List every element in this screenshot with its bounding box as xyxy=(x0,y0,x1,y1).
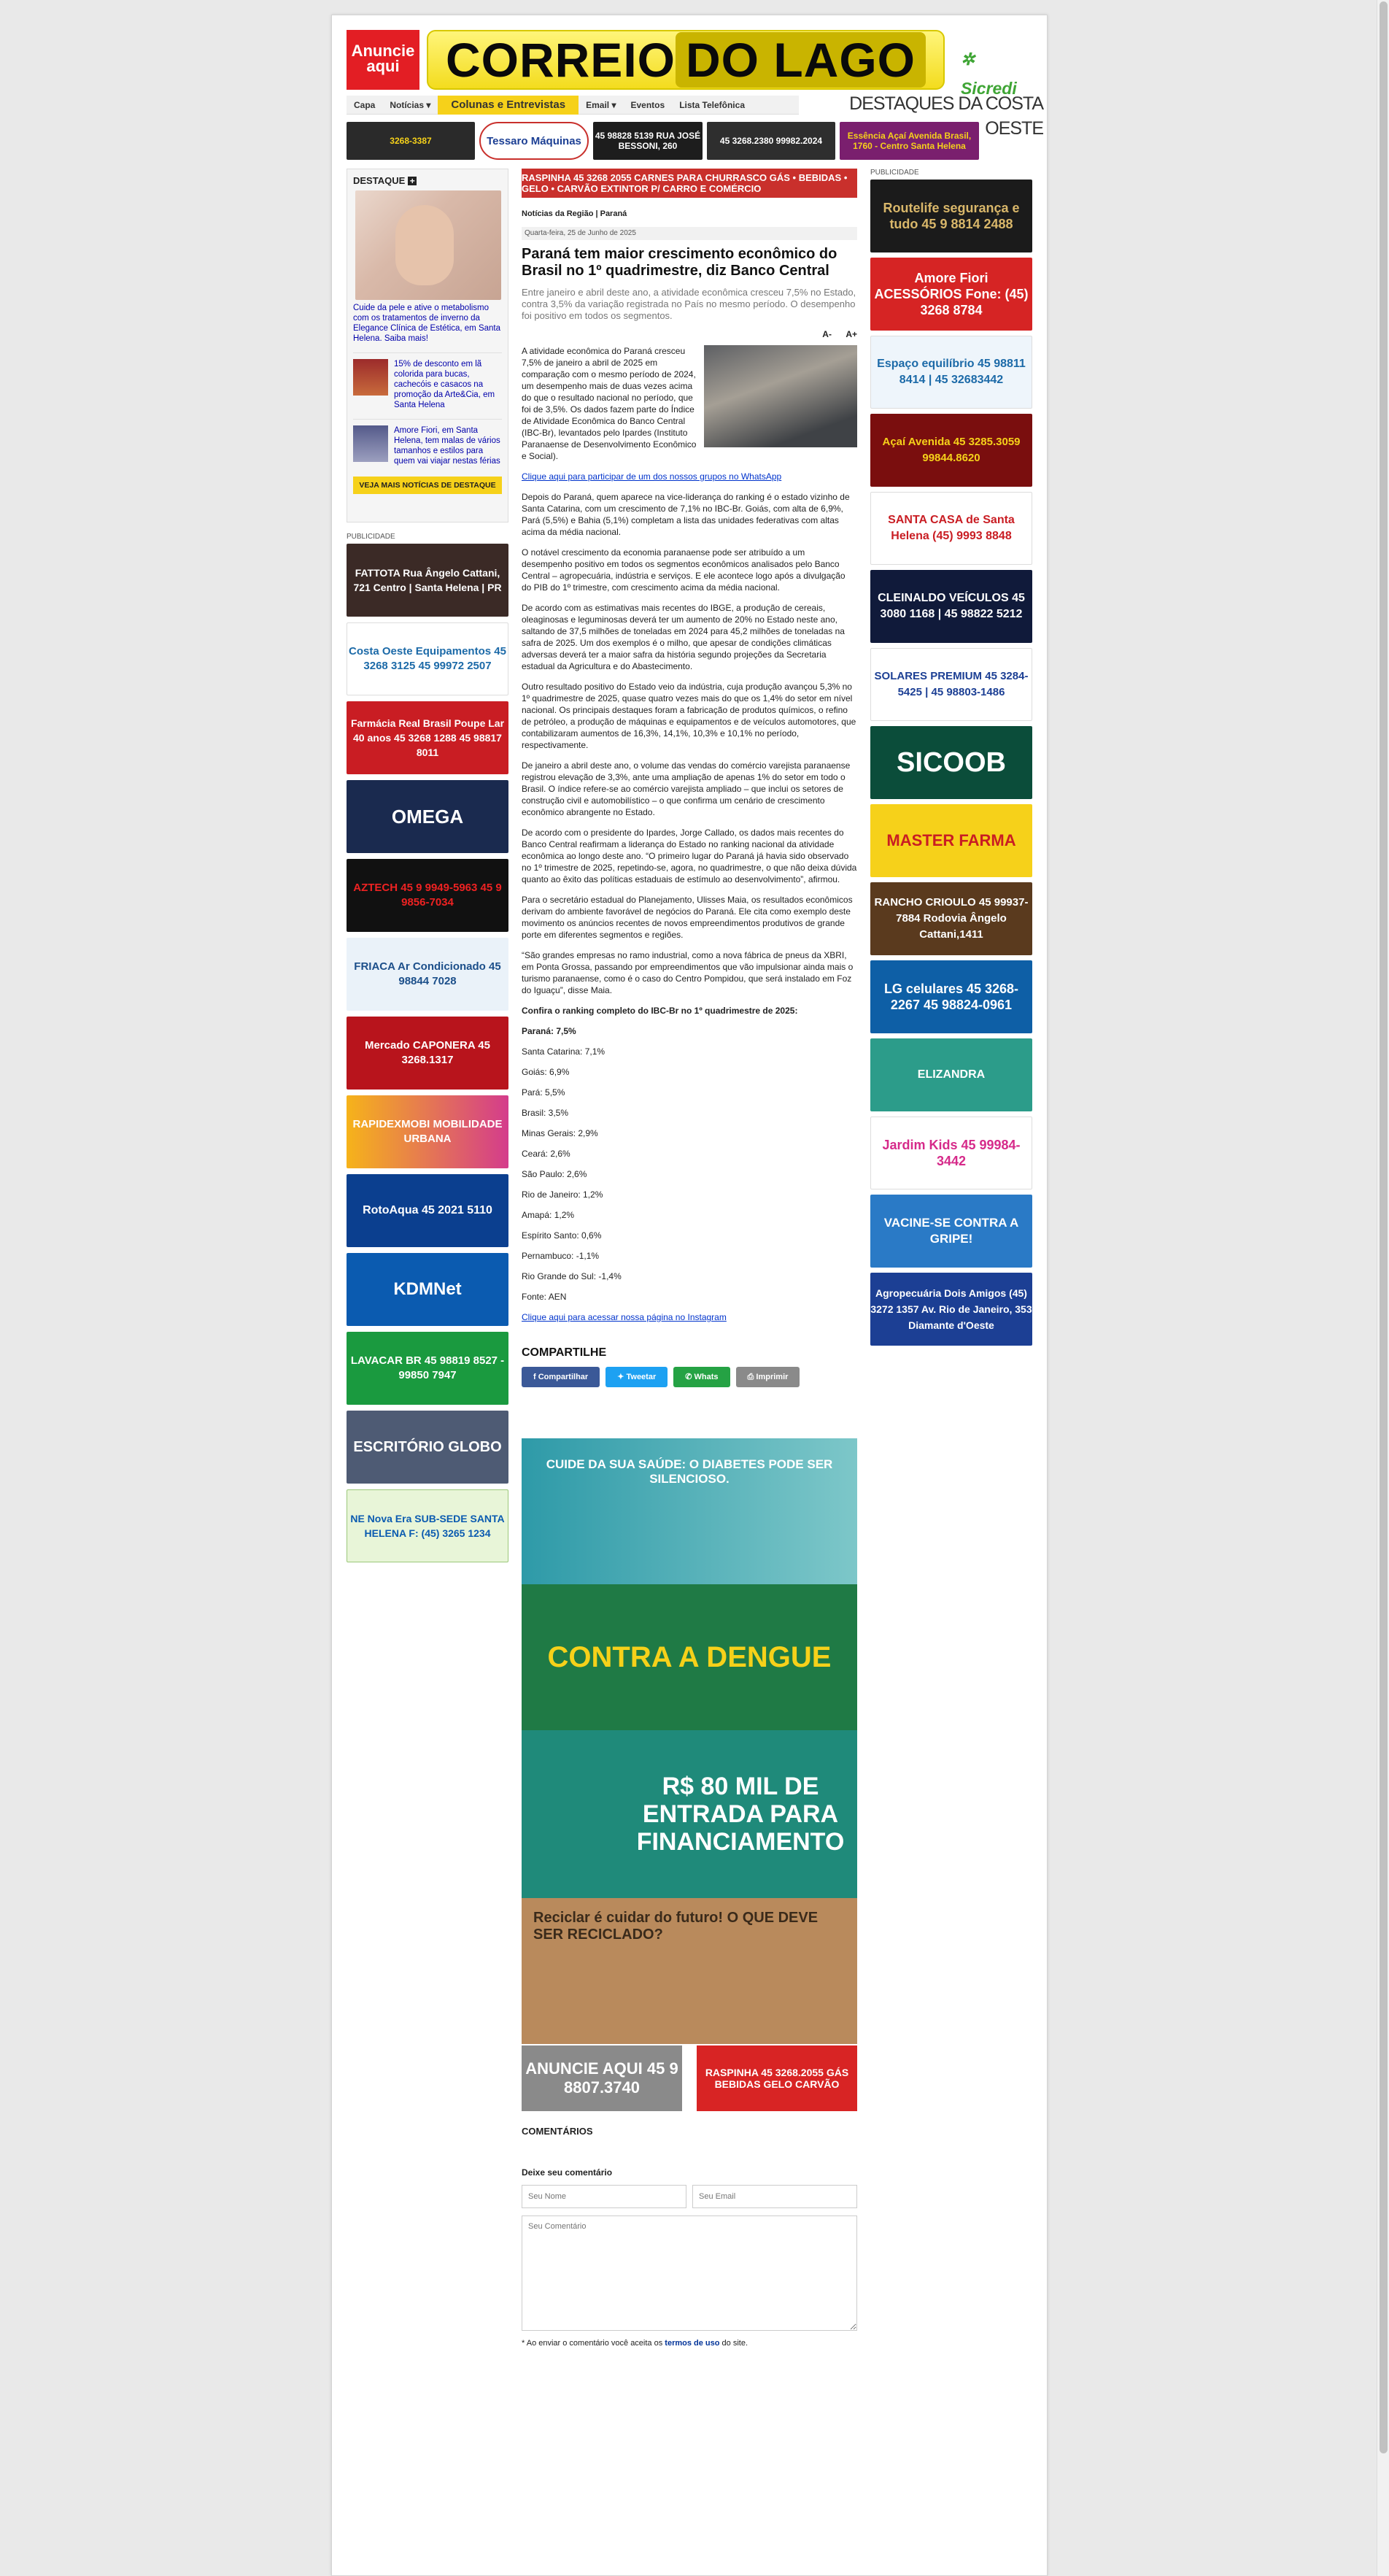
whatsapp-icon: ✆ xyxy=(685,1373,692,1381)
plus-icon[interactable]: + xyxy=(408,177,417,185)
article-paragraph: De acordo com as estimativas mais recentes do IBGE, a produção de cereais, oleaginosas e leguminosas deverá ter um aumento de 20% no Estado neste ano, saltando de 37,5 milhões de toneladas em 2024 para 45,2 milhões de toneladas na safra de 2025. Um dos exemplos é o milho, que apesar de condições climáticas adversas deverá ter a maior safra da história segundo projeções da Secretaria estadual da Agricultura e do Abastecimento. xyxy=(522,603,845,671)
nav-item-lista-telefonica[interactable]: Lista Telefônica xyxy=(679,99,745,110)
top-ad-tessaro[interactable]: Tessaro Máquinas xyxy=(479,122,589,160)
ranking-item: Goiás: 6,9% xyxy=(522,1067,570,1077)
nav-item-capa[interactable]: Capa xyxy=(354,99,376,110)
sponsor-leaf-icon: ✲ xyxy=(961,50,975,69)
banner-diabetes[interactable]: CUIDE DA SUA SAÚDE: O DIABETES PODE SER SILENCIOSO. xyxy=(522,1438,857,1584)
comments-title: COMENTÁRIOS xyxy=(522,2126,593,2137)
logo-text-left: CORREIO xyxy=(445,33,676,87)
destaque-item-thumb[interactable] xyxy=(353,425,388,462)
whatsapp-group-link[interactable]: Clique aqui para participar de um dos nossos grupos no WhatsApp xyxy=(522,471,782,482)
nav-item-eventos[interactable]: Eventos xyxy=(630,99,665,110)
ranking-item: São Paulo: 2,6% xyxy=(522,1169,587,1179)
right-ad[interactable]: Jardim Kids 45 99984-3442 xyxy=(870,1117,1032,1189)
sponsor-name: Sicredi xyxy=(961,79,1017,98)
share-facebook-button[interactable]: f Compartilhar xyxy=(522,1367,600,1387)
article-paragraph: O notável crescimento da economia paranaense pode ser atribuído a um desempenho positivo em todos os segmentos econômicos analisados pelo Banco Central – agropecuária, indústria e serviços. E ele acontece logo após a divulgação do PIB do 1º trimestre, com crescimento acima da média nacional. xyxy=(522,547,846,593)
right-ad[interactable]: Routelife segurança e tudo 45 9 8814 2488 xyxy=(870,180,1032,252)
breadcrumb[interactable]: Notícias da Região | Paraná xyxy=(522,209,627,218)
ranking-item: Rio de Janeiro: 1,2% xyxy=(522,1189,603,1200)
destaque-main-image[interactable] xyxy=(355,190,501,300)
ranking-item: Pernambuco: -1,1% xyxy=(522,1251,600,1261)
article-source: Fonte: AEN xyxy=(522,1292,567,1302)
main-nav xyxy=(347,96,799,115)
destaques-costa-oeste: DESTAQUES DA COSTA OESTE xyxy=(849,93,1043,139)
destaque-item[interactable] xyxy=(353,352,502,410)
raspinha-ad[interactable]: RASPINHA 45 3268.2055 GÁS BEBIDAS GELO CARVÃO xyxy=(697,2045,857,2111)
right-ad[interactable]: SANTA CASA de Santa Helena (45) 9993 8848 xyxy=(870,492,1032,565)
terms-link[interactable]: termos de uso xyxy=(665,2339,720,2348)
destaque-box xyxy=(347,169,508,522)
article-paragraph: De janeiro a abril deste ano, o volume das vendas do comércio varejista paranaense registrou elevação de 3,3%, ante uma ampliação de apenas 1% do setor em todo o Brasil. O índice refere-se ao comércio varejista ampliado – que inclui os setores de construção civil e automobilístico – o que confirma um cenário de crescimento econômico abrangente no Estado. xyxy=(522,760,851,817)
right-ad[interactable]: RANCHO CRIOULO 45 99937-7884 Rodovia Ângelo Cattani,1411 xyxy=(870,882,1032,955)
nav-item-noticias[interactable]: Notícias ▾ xyxy=(390,99,431,110)
right-ad[interactable]: MASTER FARMA xyxy=(870,804,1032,877)
right-ad[interactable]: Espaço equilíbrio 45 98811 8414 | 45 32683442 xyxy=(870,336,1032,409)
comment-textarea[interactable] xyxy=(522,2216,857,2331)
left-ad[interactable]: FRIACA Ar Condicionado 45 98844 7028 xyxy=(347,938,508,1011)
right-ad[interactable]: VACINE-SE CONTRA A GRIPE! xyxy=(870,1195,1032,1268)
article-paragraph: “São grandes empresas no ramo industrial, como a nova fábrica de pneus da XBRI, em Ponta Grossa, passando por empreendimentos que vão impulsionar ainda mais o turismo paranaense, como é o caso do Centro Pompidou, que será instalado em Foz do Iguaçu”, disse Maia. xyxy=(522,950,854,995)
instagram-link[interactable]: Clique aqui para acessar nossa página no Instagram xyxy=(522,1312,727,1322)
right-ad[interactable]: LG celulares 45 3268-2267 45 98824-0961 xyxy=(870,960,1032,1033)
top-ad-3[interactable]: 45 98828 5139 RUA JOSÉ BESSONI, 260 xyxy=(593,122,703,160)
left-ad[interactable]: Mercado CAPONERA 45 3268.1317 xyxy=(347,1017,508,1090)
left-ad[interactable]: LAVACAR BR 45 98819 8527 - 99850 7947 xyxy=(347,1332,508,1405)
ranking-item: Espírito Santo: 0,6% xyxy=(522,1230,602,1241)
top-ad-4[interactable]: 45 3268.2380 99982.2024 xyxy=(707,122,835,160)
anuncie-aqui-ad[interactable]: ANUNCIE AQUI 45 9 8807.3740 xyxy=(522,2045,682,2111)
share-whatsapp-button[interactable]: ✆ Whats xyxy=(673,1367,730,1387)
comment-form-row xyxy=(522,2185,857,2208)
print-icon: ⎙ xyxy=(747,1373,754,1381)
facebook-icon: f xyxy=(533,1373,536,1381)
right-ad[interactable]: ELIZANDRA xyxy=(870,1038,1032,1111)
ranking-item: Paraná: 7,5% xyxy=(522,1026,576,1036)
left-ad[interactable]: RAPIDEXMOBI MOBILIDADE URBANA xyxy=(347,1095,508,1168)
right-ad[interactable]: CLEINALDO VEÍCULOS 45 3080 1168 | 45 98822 5212 xyxy=(870,570,1032,643)
font-increase-button[interactable]: A+ xyxy=(846,329,857,339)
destaque-item-link[interactable]: 15% de desconto em lã colorida para bucas, cachecóis e casacos na promoção da Arte&Cia, em Santa Helena xyxy=(394,360,495,409)
article-body xyxy=(522,345,857,1323)
banner-financiamento[interactable]: R$ 80 MIL DE ENTRADA PARA FINANCIAMENTO xyxy=(522,1730,857,1898)
ranking-item: Amapá: 1,2% xyxy=(522,1210,575,1220)
font-size-controls xyxy=(522,329,857,339)
left-ad[interactable]: RotoAqua 45 2021 5110 xyxy=(347,1174,508,1247)
banner-reciclar[interactable]: Reciclar é cuidar do futuro! O QUE DEVE SER RECICLADO? xyxy=(522,1898,857,2044)
left-ad[interactable]: Farmácia Real Brasil Poupe Lar 40 anos 45 3268 1288 45 98817 8011 xyxy=(347,701,508,774)
font-decrease-button[interactable]: A- xyxy=(822,329,832,339)
destaque-item-thumb[interactable] xyxy=(353,359,388,396)
right-ad[interactable]: SOLARES PREMIUM 45 3284-5425 | 45 98803-1486 xyxy=(870,648,1032,721)
nav-item-colunas[interactable]: Colunas e Entrevistas xyxy=(438,96,579,115)
destaque-item[interactable] xyxy=(353,419,502,466)
left-ad[interactable]: KDMNet xyxy=(347,1253,508,1326)
anuncie-aqui-button[interactable]: Anuncie aqui xyxy=(347,30,419,90)
share-twitter-button[interactable]: ✦ Tweetar xyxy=(605,1367,668,1387)
destaque-title: DESTAQUE + xyxy=(353,175,502,186)
article-paragraph: Outro resultado positivo do Estado veio da indústria, cuja produção avançou 5,3% no 1º quadrimestre de 2025, quase quatro vezes mais do que os 1,4% do setor em nível nacional. Os principais destaques foram a fabricação de produtos químicos, o refino de petróleo, a produção de máquinas e equipamentos e de veículos automotores, que contabilizaram aumentos de 16,3%, 14,1%, 10,3% e 10,1% no período, respectivamente. xyxy=(522,682,856,750)
ranking-item: Santa Catarina: 7,1% xyxy=(522,1046,605,1057)
scrollbar-thumb[interactable] xyxy=(1380,1,1388,2453)
name-input[interactable] xyxy=(522,2185,686,2208)
right-ad[interactable]: Agropecuária Dois Amigos (45) 3272 1357 Av. Rio de Janeiro, 353 Diamante d'Oeste xyxy=(870,1273,1032,1346)
destaque-item-link[interactable]: Amore Fiori, em Santa Helena, tem malas de vários tamanhos e estilos para quem vai viajar nestas férias xyxy=(394,426,500,466)
right-column xyxy=(870,169,1032,1351)
email-input[interactable] xyxy=(692,2185,857,2208)
article-paragraph: Depois do Paraná, quem aparece na vice-liderança do ranking é o estado vizinho de Santa Catarina, com um crescimento de 7,1% no IBC-Br. Goiás, com alta de 6,9%, Pará (5,5%) e Bahia (5,1%) completam a lista das unidades federativas com altas acima da média nacional. xyxy=(522,492,850,537)
ranking-title: Confira o ranking completo do IBC-Br no 1º quadrimestre de 2025: xyxy=(522,1006,798,1016)
destaque-main-link[interactable]: Cuide da pele e ative o metabolismo com os tratamentos de inverno da Elegance Clínica de Estética, em Santa Helena. Saiba mais! xyxy=(353,304,501,343)
logo-text-right: DO LAGO xyxy=(676,32,926,88)
banner-dengue[interactable]: CONTRA A DENGUE xyxy=(522,1584,857,1730)
ranking-item: Ceará: 2,6% xyxy=(522,1149,570,1159)
left-ad[interactable]: OMEGA xyxy=(347,780,508,853)
mini-ads xyxy=(522,2045,857,2111)
top-ads-strip xyxy=(347,122,1032,160)
article-subtitle: Entre janeiro e abril deste ano, a atividade econômica cresceu 7,5% no Estado, contra 3,5% da variação registrada no País no mesmo período. O desempenho foi positivo em todos os segmentos. xyxy=(522,287,856,321)
article-column xyxy=(522,169,857,2348)
share-buttons xyxy=(522,1367,857,1387)
page-container xyxy=(331,15,1048,2576)
page-scrollbar[interactable] xyxy=(1377,0,1389,2576)
publicidade-label: PUBLICIDADE xyxy=(347,533,395,541)
right-ad[interactable]: Amore Fiori ACESSÓRIOS Fone: (45) 3268 8784 xyxy=(870,258,1032,331)
left-ad[interactable]: ESCRITÓRIO GLOBO xyxy=(347,1411,508,1484)
print-button[interactable]: ⎙ Imprimir xyxy=(736,1367,800,1387)
left-ad[interactable]: NE Nova Era SUB-SEDE SANTA HELENA F: (45) 3265 1234 xyxy=(347,1489,508,1562)
article-photo[interactable] xyxy=(704,345,857,447)
article-title: Paraná tem maior crescimento econômico do Brasil no 1º quadrimestre, diz Banco Central xyxy=(522,246,837,279)
article-top-ad[interactable]: RASPINHA 45 3268 2055 CARNES PARA CHURRASCO GÁS • BEBIDAS • GELO • CARVÃO EXTINTOR P/ CARRO E COMÉRCIO xyxy=(522,169,857,198)
ranking-item: Rio Grande do Sul: -1,4% xyxy=(522,1271,622,1281)
nav-item-email[interactable]: Email ▾ xyxy=(586,99,616,110)
top-ad-acai[interactable]: Essência Açaí Avenida Brasil, 1760 - Centro Santa Helena xyxy=(840,122,979,160)
article-paragraph: Para o secretário estadual do Planejamento, Ulisses Maia, os resultados econômicos derivam do ambiente favorável de negócios do Paraná. Ele cita como exemplo deste movimento os anúncios recentes de novos empreendimentos produtivos de grande porte em diferentes segmentos e regiões. xyxy=(522,895,853,940)
left-ad[interactable]: Costa Oeste Equipamentos 45 3268 3125 45 99972 2507 xyxy=(347,622,508,695)
left-ad[interactable]: AZTECH 45 9 9949-5963 45 9 9856-7034 xyxy=(347,859,508,932)
ranking-item: Pará: 5,5% xyxy=(522,1087,565,1098)
ranking-item: Brasil: 3,5% xyxy=(522,1108,569,1118)
article-date: Quarta-feira, 25 de Junho de 2025 xyxy=(522,227,857,240)
ranking-item: Minas Gerais: 2,9% xyxy=(522,1128,598,1138)
site-logo[interactable] xyxy=(427,30,945,90)
terms-note: * Ao enviar o comentário você aceita os termos de uso do site. xyxy=(522,2339,748,2348)
left-column xyxy=(347,169,508,1568)
right-ad[interactable]: Açaí Avenida 45 3285.3059 99844.8620 xyxy=(870,414,1032,487)
left-ad[interactable]: FATTOTA Rua Ângelo Cattani, 721 Centro | Santa Helena | PR xyxy=(347,544,508,617)
top-ad-1[interactable]: 3268-3387 xyxy=(347,122,475,160)
twitter-icon: ✦ xyxy=(617,1373,624,1381)
sponsor-logo[interactable] xyxy=(961,45,1034,98)
article-paragraph: A atividade econômica do Paraná cresceu 7,5% de janeiro a abril de 2025 em comparação com o mesmo período de 2024, um desempenho mais de duas vezes acima do que o resultado nacional no período, que foi de 3,5%. Os dados fazem parte do Índice de Atividade Econômica do Banco Central (IBC-Br), levantados pelo Ipardes (Instituto Paranaense de Desenvolvimento Econômico e Social). xyxy=(522,346,697,461)
leave-comment-title: Deixe seu comentário xyxy=(522,2167,613,2178)
publicidade-label: PUBLICIDADE xyxy=(870,169,919,177)
more-destaques-button[interactable]: VEJA MAIS NOTÍCIAS DE DESTAQUE xyxy=(353,477,502,494)
right-ad[interactable]: SICOOB xyxy=(870,726,1032,799)
article-paragraph: De acordo com o presidente do Ipardes, Jorge Callado, os dados mais recentes do Banco Central reafirmam a liderança do Estado no ranking nacional da atividade econômica ao longo deste ano. “O primeiro lugar do Paraná já havia sido observado no 1º trimestre de 2025, repetindo-se, agora, no quadrimestre, o que não deixa dúvida quanto ao êxito das políticas estaduais de estímulo ao desenvolvimento”, afirmou. xyxy=(522,828,857,884)
share-title: COMPARTILHE xyxy=(522,1346,607,1359)
